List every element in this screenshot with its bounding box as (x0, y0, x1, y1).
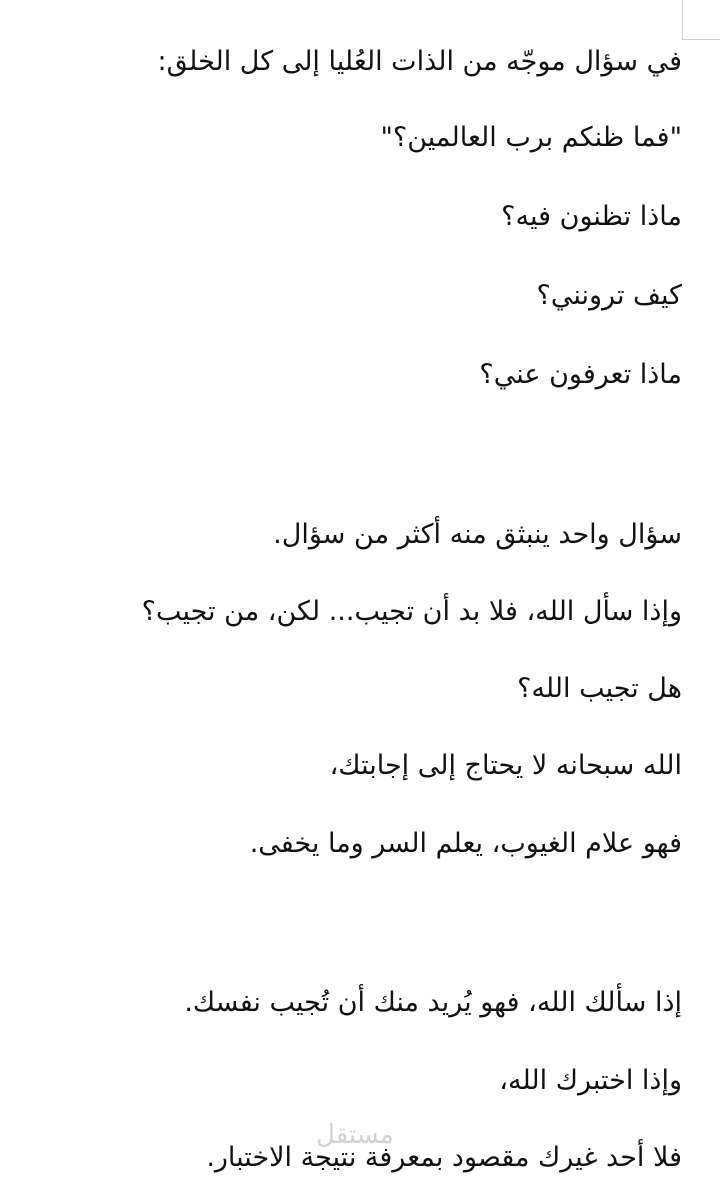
text-line: هل تجيب الله؟ (517, 673, 682, 704)
text-line: "فما ظنكم برب العالمين؟" (380, 122, 682, 153)
text-line: الله سبحانه لا يحتاج إلى إجابتك، (329, 750, 682, 781)
text-line: وإذا اختبرك الله، (499, 1065, 682, 1096)
text-line: فهو علام الغيوب، يعلم السر وما يخفى. (249, 828, 682, 859)
text-line: فلا أحد غيرك مقصود بمعرفة نتيجة الاختبار. (206, 1142, 682, 1173)
text-line: وإذا سأل الله، فلا بد أن تجيب... لكن، من تجيب؟ (141, 596, 682, 627)
text-line: سؤال واحد ينبثق منه أكثر من سؤال. (273, 519, 682, 550)
watermark-logo: مستقل (316, 1120, 394, 1150)
text-line: إذا سألك الله، فهو يُريد منك أن تُجيب نفسك. (184, 987, 682, 1018)
text-line: ماذا تعرفون عني؟ (479, 359, 682, 390)
text-line: في سؤال موجّه من الذات العُليا إلى كل الخلق: (157, 46, 682, 77)
text-line: ماذا تظنون فيه؟ (501, 201, 682, 232)
text-line: كيف ترونني؟ (536, 280, 682, 311)
